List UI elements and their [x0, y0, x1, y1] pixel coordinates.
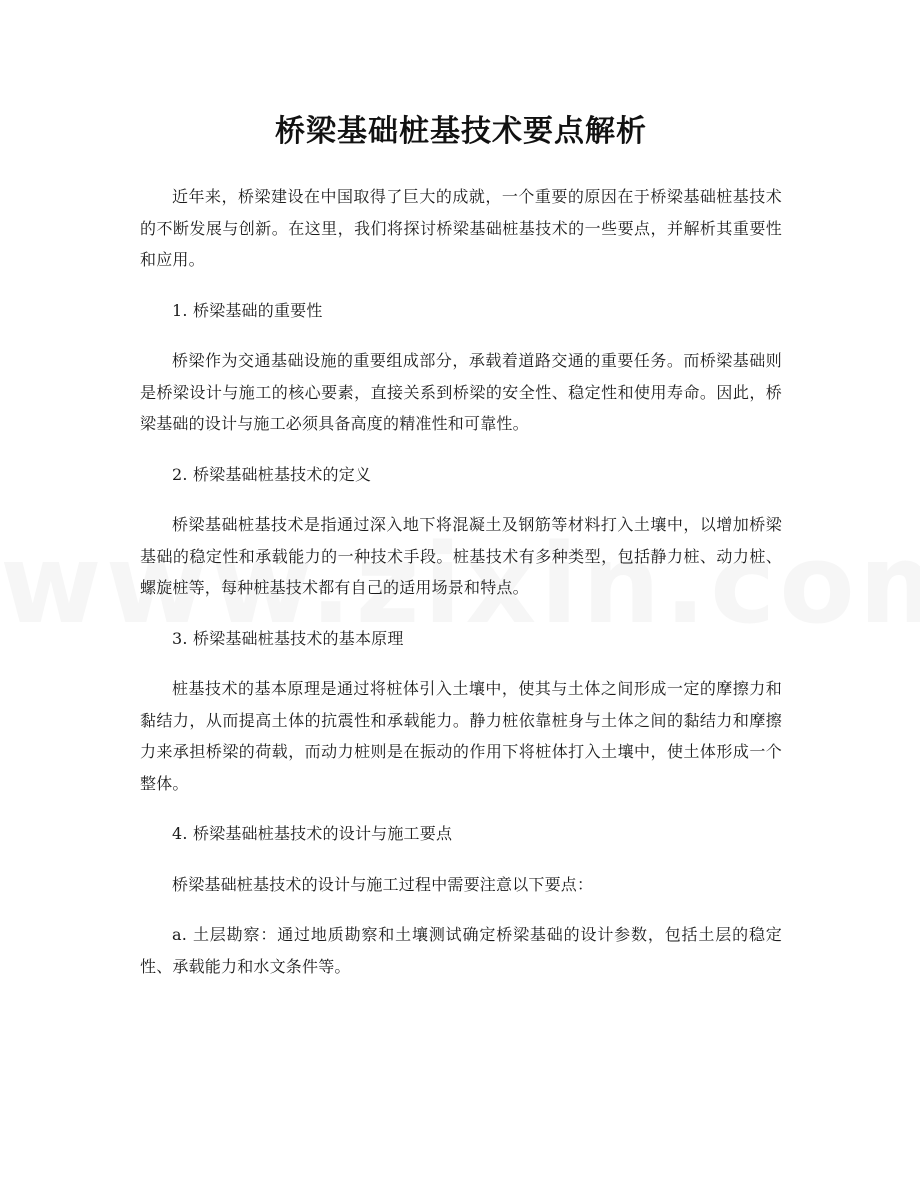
document-body	[140, 181, 782, 982]
section-heading-4: 4. 桥梁基础桩基技术的设计与施工要点	[172, 824, 453, 843]
section-3-paragraph: 桩基技术的基本原理是通过将桩体引入土壤中，使其与土体之间形成一定的摩擦力和黏结力，从而提高土体的抗震性和承载能力。静力桩依靠桩身与土体之间的黏结力和摩擦力来承担桥梁的荷载，而动力桩则是在振动的作用下将桩体打入土壤中，使土体形成一个整体。	[140, 679, 782, 793]
section-heading-3: 3. 桥梁基础桩基技术的基本原理	[172, 628, 404, 648]
section-1-paragraph: 桥梁作为交通基础设施的重要组成部分，承载着道路交通的重要任务。而桥梁基础则是桥梁设计与施工的核心要素，直接关系到桥梁的安全性、稳定性和使用寿命。因此，桥梁基础的设计与施工必须具备高度的精准性和可靠性。	[140, 351, 782, 433]
section-heading-1: 1. 桥梁基础的重要性	[172, 300, 323, 320]
document-title: 桥梁基础桩基技术要点解析	[275, 114, 647, 149]
section-4-paragraph: 桥梁基础桩基技术的设计与施工过程中需要注意以下要点：	[172, 874, 594, 894]
intro-paragraph: 近年来，桥梁建设在中国取得了巨大的成就，一个重要的原因在于桥梁基础桩基技术的不断发展与创新。在这里，我们将探讨桥梁基础桩基技术的一些要点，并解析其重要性和应用。	[140, 187, 782, 269]
section-4-item-a: a. 土层勘察：通过地质勘察和土壤测试确定桥梁基础的设计参数，包括土层的稳定性、承载能力和水文条件等。	[140, 925, 782, 976]
section-heading-2: 2. 桥梁基础桩基技术的定义	[172, 464, 372, 484]
section-2-paragraph: 桥梁基础桩基技术是指通过深入地下将混凝土及钢筋等材料打入土壤中，以增加桥梁基础的稳定性和承载能力的一种技术手段。桩基技术有多种类型，包括静力桩、动力桩、螺旋桩等，每种桩基技术都有自己的适用场景和特点。	[140, 515, 782, 597]
